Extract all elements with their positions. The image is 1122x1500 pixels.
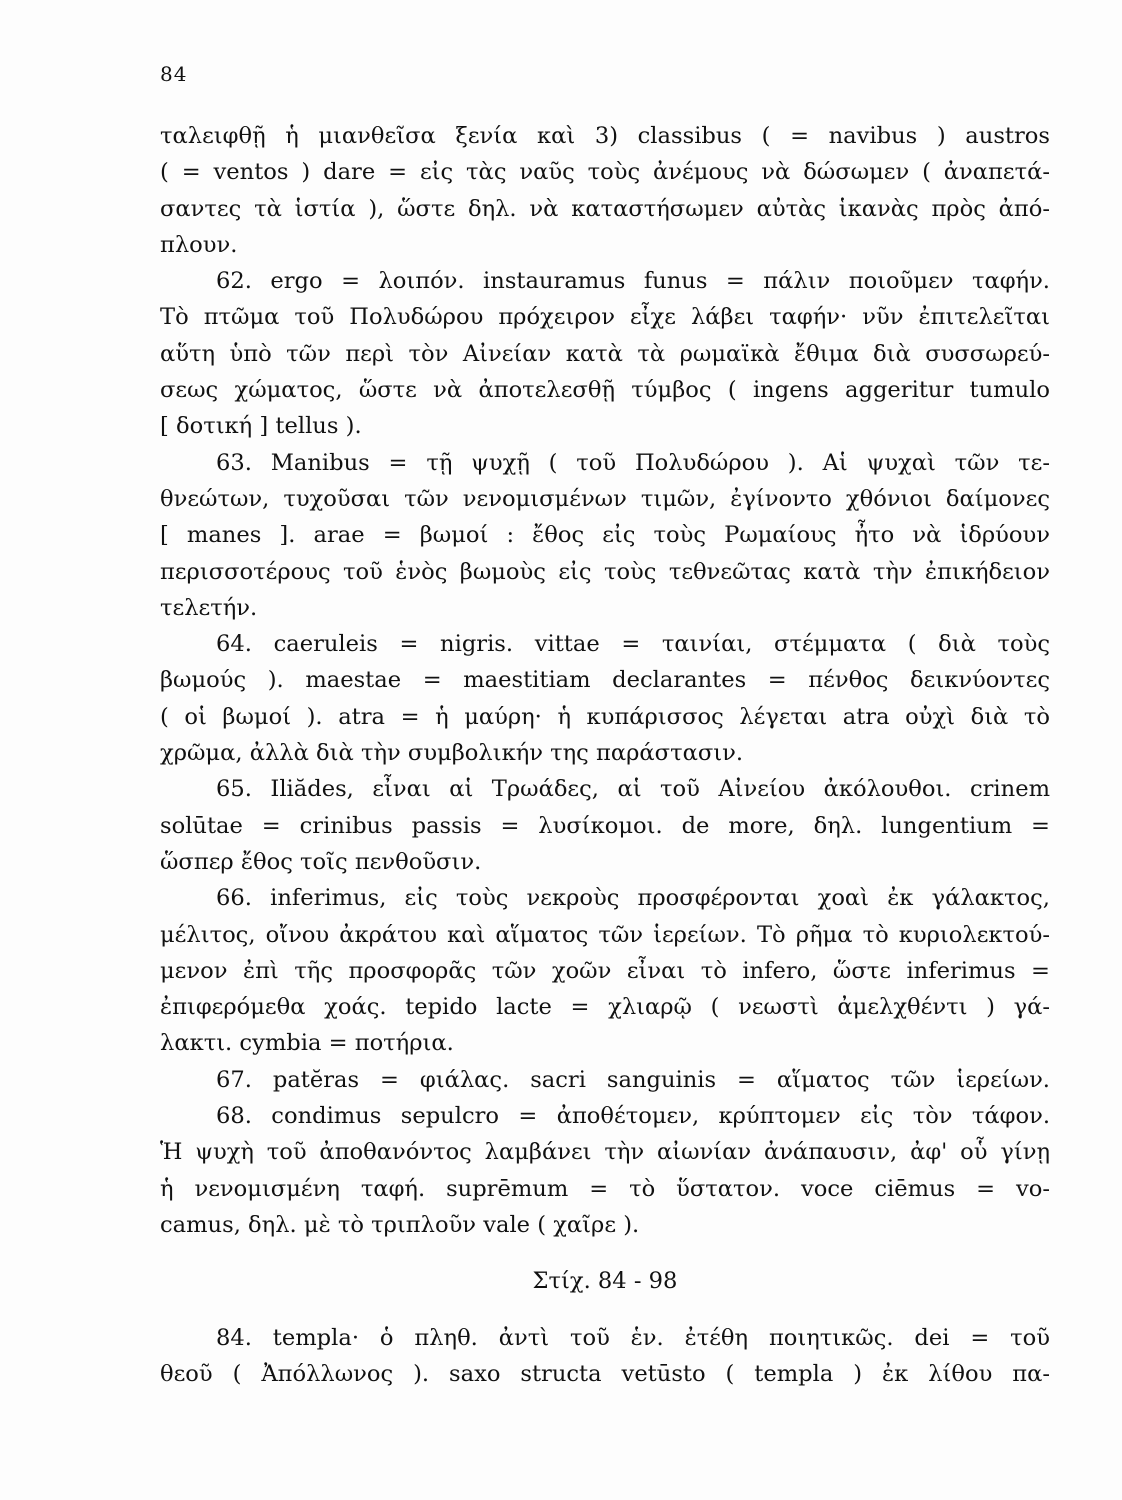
text-line: Ἡ ψυχὴ τοῦ ἀποθανόντος λαμβάνει τὴν αἰωνίαν ἀνάπαυσιν, ἀφ' οὗ γίνῃ	[160, 1139, 1050, 1166]
text-line: λακτι. cymbia = ποτήρια.	[160, 1030, 454, 1057]
text-line: solūtae = crinibus passis = λυσίκομοι. de more, δηλ. lungentium =	[160, 812, 1050, 839]
text-line: θνεώτων, τυχοῦσαι τῶν νενομισμένων τιμῶν, ἐγίνοντο χθόνιοι δαίμονες	[160, 485, 1050, 512]
text-line: πλουν.	[160, 231, 238, 258]
text-line: αὕτη ὑπὸ τῶν περὶ τὸν Αἰνείαν κατὰ τὰ ρωμαϊκὰ ἔθιμα διὰ συσσωρεύ-	[160, 340, 1050, 367]
text-line: σεως χώματος, ὥστε νὰ ἀποτελεσθῇ τύμβος ( ingens aggeritur tumulo	[160, 377, 1050, 404]
text-line: 64. caeruleis = nigris. vittae = ταινίαι, στέμματα ( διὰ τοὺς	[216, 631, 1050, 658]
text-line: 66. inferimus, εἰς τοὺς νεκροὺς προσφέρονται χοαὶ ἐκ γάλακτος,	[216, 885, 1050, 912]
text-line: 68. condimus sepulcro = ἀποθέτομεν, κρύπτομεν εἰς τὸν τάφον.	[216, 1103, 1050, 1130]
text-line: 63. Manibus = τῇ ψυχῇ ( τοῦ Πολυδώρου ). Αἱ ψυχαὶ τῶν τε-	[216, 449, 1050, 476]
text-line: μέλιτος, οἴνου ἀκράτου καὶ αἵματος τῶν ἱερείων. Τὸ ρῆμα τὸ κυριολεκτού-	[160, 921, 1050, 948]
text-line: 65. Iliădes, εἶναι αἱ Τρωάδες, αἱ τοῦ Αἰνείου ἀκόλουθοι. crinem	[216, 776, 1050, 803]
commentary-text	[160, 118, 1050, 1392]
page-number: 84	[160, 62, 188, 86]
text-line: ( = ventos ) dare = εἰς τὰς ναῦς τοὺς ἀνέμους νὰ δώσωμεν ( ἀναπετά-	[160, 159, 1050, 186]
text-line: μενον ἐπὶ τῆς προσφορᾶς τῶν χοῶν εἶναι τὸ infero, ὥστε inferimus =	[160, 957, 1050, 984]
text-line: 62. ergo = λοιπόν. instauramus funus = πάλιν ποιοῦμεν ταφήν.	[216, 268, 1050, 295]
text-line: περισσοτέρους τοῦ ἑνὸς βωμοὺς εἰς τοὺς τεθνεῶτας κατὰ τὴν ἐπικήδειον	[160, 558, 1050, 585]
text-line: ( οἱ βωμοί ). atra = ἡ μαύρη· ἡ κυπάρισσος λέγεται atra οὐχὶ διὰ τὸ	[160, 703, 1050, 730]
text-line: [ δοτική ] tellus ).	[160, 413, 362, 440]
text-line: ὥσπερ ἔθος τοῖς πενθοῦσιν.	[160, 848, 482, 875]
section-heading: Στίχ. 84 - 98	[532, 1268, 678, 1295]
text-line: ταλειφθῇ ἡ μιανθεῖσα ξενία καὶ 3) classibus ( = navibus ) austros	[160, 123, 1050, 149]
text-line: τελετήν.	[160, 594, 258, 621]
text-line: [ manes ]. arae = βωμοί : ἔθος εἰς τοὺς Ρωμαίους ἦτο νὰ ἱδρύουν	[160, 522, 1050, 549]
text-line: 84. templa· ὁ πληθ. ἀντὶ τοῦ ἑν. ἐτέθη ποιητικῶς. dei = τοῦ	[216, 1324, 1050, 1351]
text-line: χρῶμα, ἀλλὰ διὰ τὴν συμβολικήν της παράστασιν.	[160, 740, 744, 767]
text-line: Τὸ πτῶμα τοῦ Πολυδώρου πρόχειρον εἶχε λάβει ταφήν· νῦν ἐπιτελεῖται	[160, 304, 1050, 331]
text-line: ἡ νενομισμένη ταφή. suprēmum = τὸ ὕστατον. voce ciēmus = vo-	[160, 1175, 1050, 1202]
text-line: βωμούς ). maestae = maestitiam declarantes = πένθος δεικνύοντες	[160, 667, 1050, 694]
text-line: σαντες τὰ ἱστία ), ὥστε δηλ. νὰ καταστήσωμεν αὐτὰς ἱκανὰς πρὸς ἀπό-	[160, 195, 1050, 222]
text-line: ἐπιφερόμεθα χοάς. tepido lacte = χλιαρῷ ( νεωστὶ ἀμελχθέντι ) γά-	[160, 994, 1050, 1021]
text-line: camus, δηλ. μὲ τὸ τριπλοῦν vale ( χαῖρε ).	[160, 1211, 640, 1238]
text-line: θεοῦ ( Ἀπόλλωνος ). saxo structa vetūsto ( templa ) ἐκ λίθου πα-	[160, 1360, 1050, 1387]
text-line: 67. patĕras = φιάλας. sacri sanguinis = αἵματος τῶν ἱερείων.	[216, 1066, 1050, 1093]
